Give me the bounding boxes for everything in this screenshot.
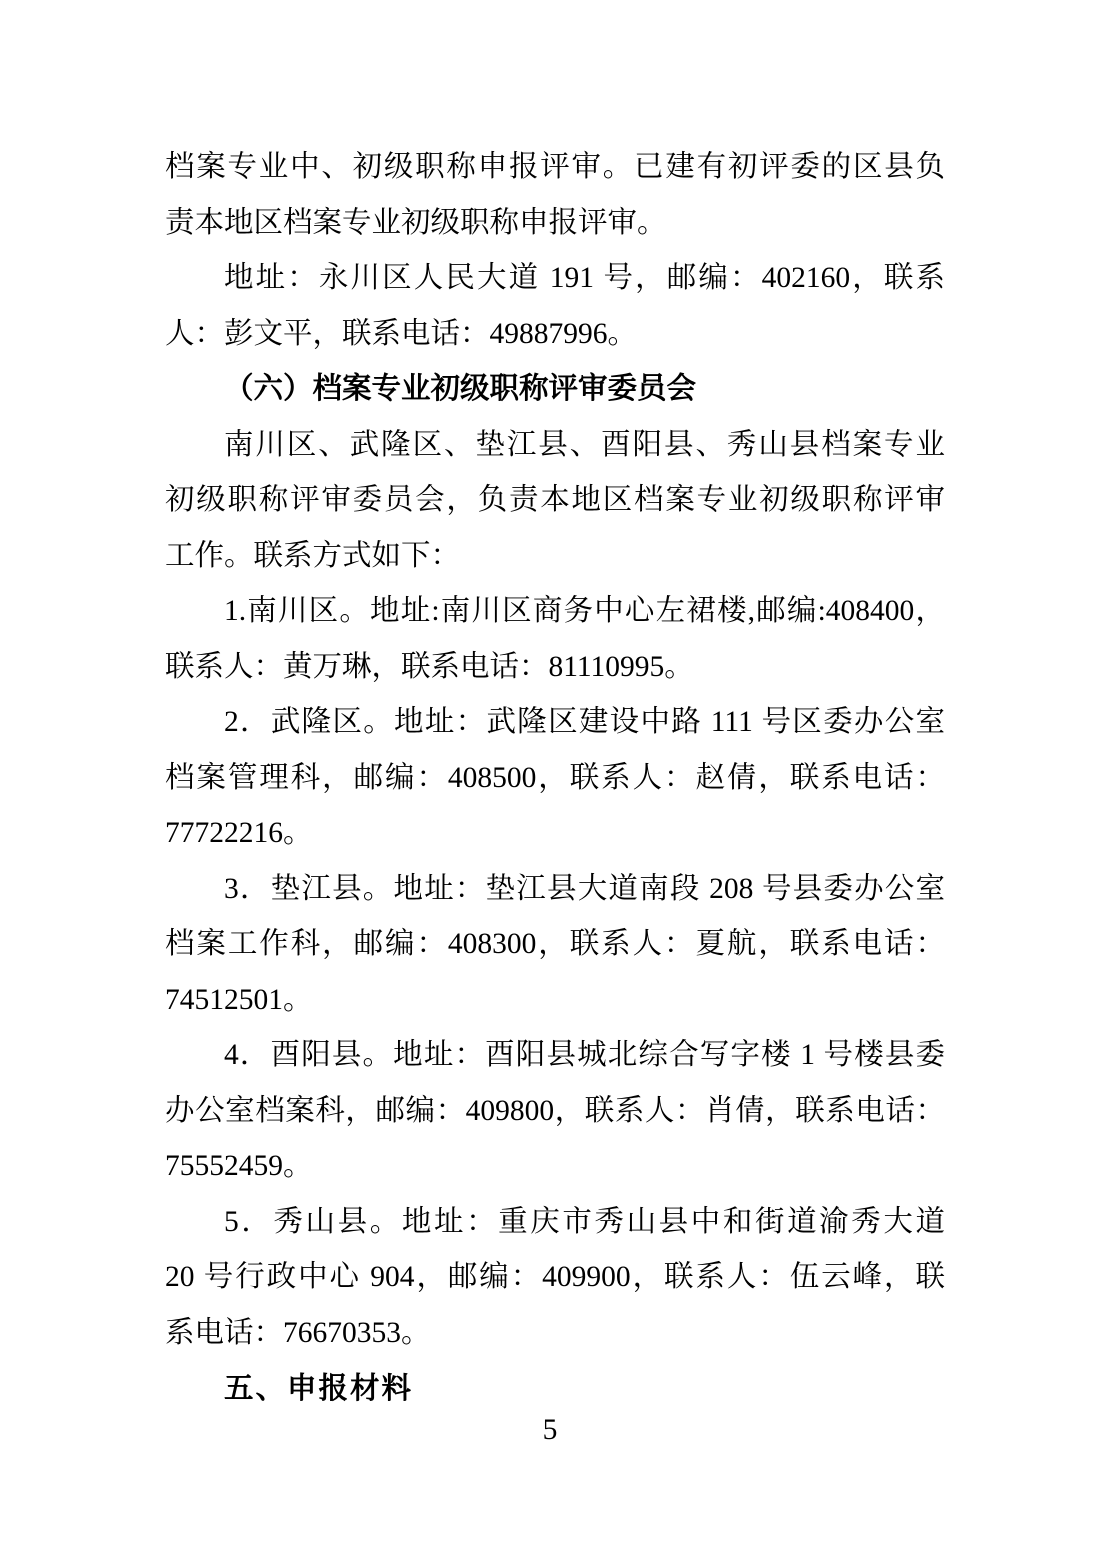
paragraph xyxy=(165,584,945,695)
document-content xyxy=(165,140,945,1417)
text-line: 2．武隆区。地址：武隆区建设中路 111 号区委办公室 xyxy=(224,706,945,738)
text-line: 责本地区档案专业初级职称申报评审。 xyxy=(165,206,667,239)
text-line: 联系人：黄万琳，联系电话：81110995。 xyxy=(165,650,694,683)
text-line: 档案专业中、初级职称申报评审。已建有初评委的区县负 xyxy=(165,151,945,183)
text-line: 档案管理科，邮编：408500，联系人：赵倩，联系电话： xyxy=(165,761,945,794)
paragraph xyxy=(165,695,945,862)
text-line: 77722216。 xyxy=(165,817,313,849)
text-line: 工作。联系方式如下： xyxy=(165,539,461,572)
page-number: 5 xyxy=(542,1414,558,1446)
section-heading xyxy=(165,362,945,418)
page-footer xyxy=(0,1403,1100,1458)
text-line: 南川区、武隆区、垫江县、酉阳县、秀山县档案专业 xyxy=(224,428,945,461)
text-line: 20 号行政中心 904，邮编：409900，联系人：伍云峰，联 xyxy=(165,1261,945,1293)
text-line: 人：彭文平，联系电话：49887996。 xyxy=(165,317,638,350)
text-line: 地址：永川区人民大道 191 号，邮编：402160，联系 xyxy=(224,262,945,294)
text-line: 4．酉阳县。地址：酉阳县城北综合写字楼 1 号楼县委 xyxy=(224,1039,945,1071)
paragraph xyxy=(165,251,945,362)
text-line: 办公室档案科，邮编：409800，联系人：肖倩，联系电话： xyxy=(165,1094,945,1127)
paragraph xyxy=(165,1028,945,1195)
text-line: 五、申报材料 xyxy=(224,1372,414,1405)
text-line: 系电话：76670353。 xyxy=(165,1316,431,1349)
paragraph xyxy=(165,1195,945,1362)
paragraph xyxy=(165,140,945,251)
text-line: 3．垫江县。地址：垫江县大道南段 208 号县委办公室 xyxy=(224,872,945,905)
text-line: 74512501。 xyxy=(165,983,313,1016)
text-line: 1.南川区。地址:南川区商务中心左裙楼,邮编:408400， xyxy=(224,595,945,627)
text-line: 档案工作科，邮编：408300，联系人：夏航，联系电话： xyxy=(165,928,945,960)
text-line: 初级职称评审委员会，负责本地区档案专业初级职称评审 xyxy=(165,484,945,516)
text-line: 5．秀山县。地址：重庆市秀山县中和街道渝秀大道 xyxy=(224,1205,945,1238)
paragraph xyxy=(165,862,945,1029)
text-line: （六）档案专业初级职称评审委员会 xyxy=(224,373,697,405)
text-line: 75552459。 xyxy=(165,1150,313,1182)
paragraph xyxy=(165,418,945,585)
